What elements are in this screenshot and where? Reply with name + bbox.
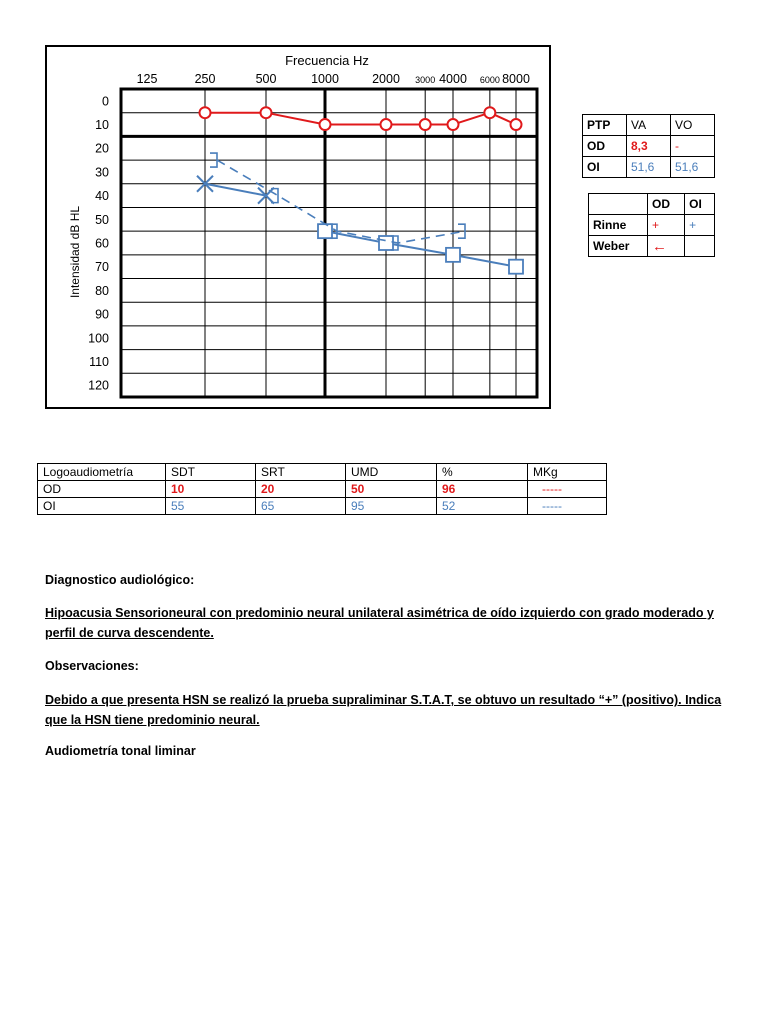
circle-marker xyxy=(420,119,431,130)
circle-marker xyxy=(381,119,392,130)
ptp-header: PTP xyxy=(583,115,627,136)
frequency-tick-label: 8000 xyxy=(502,72,530,86)
rinne-label: Rinne xyxy=(589,215,648,236)
od-header: OD xyxy=(648,194,685,215)
square-marker xyxy=(509,260,523,274)
observaciones-text: Debido a que presenta HSN se realizó la prueba supraliminar S.T.A.T, se obtuvo un resultado “+” (positivo). Indica que la HSN tiene predominio neural. xyxy=(45,693,722,727)
frequency-tick-label: 125 xyxy=(136,72,158,86)
ptp-table xyxy=(582,114,715,178)
audiogram-frame xyxy=(45,45,551,409)
series-line xyxy=(205,113,516,125)
frequency-tick-label: 4000 xyxy=(439,72,467,86)
logo-header-title: Logoaudiometría xyxy=(38,464,166,481)
db-tick-label: 0 xyxy=(102,94,109,109)
circle-marker xyxy=(200,107,211,118)
sdt-header: SDT xyxy=(166,464,256,481)
bone-conduction-line xyxy=(217,160,465,243)
ptp-row-od xyxy=(583,136,715,157)
audiogram-grid xyxy=(121,89,537,397)
series-x xyxy=(197,176,274,204)
vo-header: VO xyxy=(670,115,714,136)
od-umd: 50 xyxy=(346,481,437,498)
series-line xyxy=(205,184,266,196)
oi-srt: 65 xyxy=(256,498,346,515)
observaciones-heading: Observaciones: xyxy=(45,659,139,673)
logo-row-od xyxy=(38,481,607,498)
db-tick-label: 110 xyxy=(89,354,109,369)
frequency-tick-label: 500 xyxy=(255,72,277,86)
audiogram-chart xyxy=(47,47,549,407)
logo-row-label: OD xyxy=(38,481,166,498)
weber-label: Weber xyxy=(589,236,648,257)
oi-percent: 52 xyxy=(437,498,528,515)
logo-row-oi xyxy=(38,498,607,515)
circle-marker xyxy=(484,107,495,118)
ptp-od-vo: - xyxy=(670,136,714,157)
db-tick-label: 30 xyxy=(95,165,109,180)
chart-title: Frecuencia Hz xyxy=(285,53,369,68)
db-tick-label: 80 xyxy=(95,283,109,298)
rinne-oi: + xyxy=(685,215,715,236)
mkg-header: MKg xyxy=(528,464,607,481)
percent-header: % xyxy=(437,464,528,481)
ptp-header-row xyxy=(583,115,715,136)
frequency-tick-label: 6000 xyxy=(479,75,500,85)
logo-header-row xyxy=(38,464,607,481)
rinne-weber-corner xyxy=(589,194,648,215)
weber-od-arrow-icon: ← xyxy=(648,236,685,257)
rinne-row xyxy=(589,215,715,236)
ptp-row-label: OI xyxy=(583,157,627,178)
db-tick-label: 120 xyxy=(88,378,109,393)
db-tick-label: 90 xyxy=(95,307,109,322)
ptp-oi-vo: 51,6 xyxy=(670,157,714,178)
srt-header: SRT xyxy=(256,464,346,481)
ptp-row-label: OD xyxy=(583,136,627,157)
db-tick-label: 60 xyxy=(95,236,109,251)
db-tick-label: 10 xyxy=(95,118,109,133)
square-marker xyxy=(446,248,460,262)
chart-y-axis-label: Intensidad dB HL xyxy=(68,205,82,299)
db-tick-label: 50 xyxy=(95,212,109,227)
rinne-weber-table xyxy=(588,193,715,257)
oi-umd: 95 xyxy=(346,498,437,515)
logoaudiometria-table xyxy=(37,463,607,515)
db-tick-label: 20 xyxy=(95,141,109,156)
db-tick-labels xyxy=(88,94,109,392)
circle-marker xyxy=(261,107,272,118)
series-circle xyxy=(200,107,522,130)
db-tick-label: 40 xyxy=(95,189,109,204)
circle-marker xyxy=(320,119,331,130)
od-percent: 96 xyxy=(437,481,528,498)
od-mkg: ----- xyxy=(528,481,607,498)
db-tick-label: 100 xyxy=(88,331,109,346)
square-marker xyxy=(318,224,332,238)
oi-sdt: 55 xyxy=(166,498,256,515)
weber-row xyxy=(589,236,715,257)
weber-oi xyxy=(685,236,715,257)
frequency-tick-labels xyxy=(137,72,530,86)
ptp-oi-va: 51,6 xyxy=(626,157,670,178)
diagnostico-heading: Diagnostico audiológico: xyxy=(45,573,195,587)
circle-marker xyxy=(448,119,459,130)
logo-row-label: OI xyxy=(38,498,166,515)
oi-header: OI xyxy=(685,194,715,215)
od-srt: 20 xyxy=(256,481,346,498)
diagnostico-text: Hipoacusia Sensorioneural con predominio neural unilateral asimétrica de oído izquierdo con grado moderado y perfil de curva descendente. xyxy=(45,606,714,640)
rinne-od: + xyxy=(648,215,685,236)
umd-header: UMD xyxy=(346,464,437,481)
series-line xyxy=(325,231,516,267)
frequency-tick-label: 1000 xyxy=(311,72,339,86)
va-header: VA xyxy=(626,115,670,136)
frequency-tick-label: 3000 xyxy=(415,75,436,85)
db-tick-label: 70 xyxy=(95,260,109,275)
oi-mkg: ----- xyxy=(528,498,607,515)
ptp-row-oi xyxy=(583,157,715,178)
frequency-tick-label: 250 xyxy=(194,72,216,86)
od-sdt: 10 xyxy=(166,481,256,498)
square-marker xyxy=(379,236,393,250)
circle-marker xyxy=(511,119,522,130)
rinne-weber-header-row xyxy=(589,194,715,215)
audiogram-series xyxy=(197,107,523,274)
frequency-tick-label: 2000 xyxy=(372,72,400,86)
series-bracket xyxy=(210,153,465,250)
ptp-od-va: 8,3 xyxy=(626,136,670,157)
audiometria-heading: Audiometría tonal liminar xyxy=(45,744,196,758)
